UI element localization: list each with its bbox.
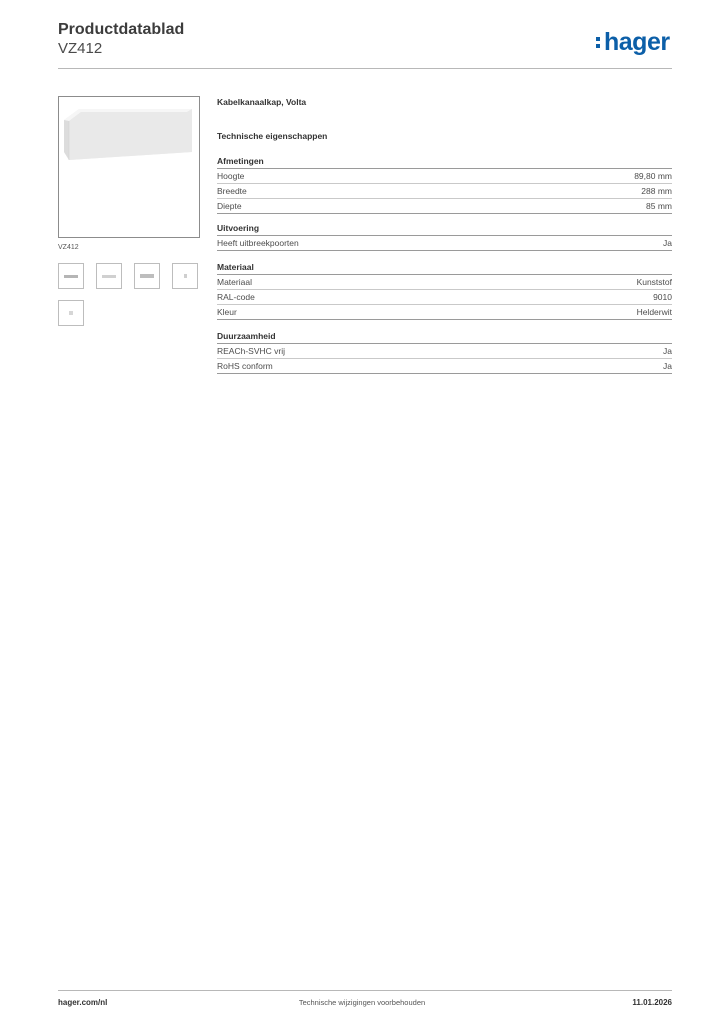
technical-heading: Technische eigenschappen (217, 131, 328, 141)
spec-value: 85 mm (646, 201, 672, 211)
spec-label: RoHS conform (217, 361, 273, 371)
spec-row (217, 290, 672, 305)
footer-date: 11.01.2026 (632, 998, 672, 1007)
spec-value: 288 mm (641, 186, 672, 196)
spec-value: Ja (663, 346, 672, 356)
thumbnail-4[interactable] (172, 263, 198, 289)
section-afmetingen (217, 155, 672, 214)
spec-value: Helderwit (636, 307, 672, 317)
product-code: VZ412 (58, 40, 103, 57)
spec-label: Breedte (217, 186, 247, 196)
spec-value: 89,80 mm (634, 171, 672, 181)
section-materiaal (217, 261, 672, 320)
thumbnail-2[interactable] (96, 263, 122, 289)
section-title: Uitvoering (217, 222, 672, 236)
thumbnail-1[interactable] (58, 263, 84, 289)
product-image[interactable] (58, 96, 200, 238)
spec-value: 9010 (653, 292, 672, 302)
footer-website-link[interactable]: hager.com/nl (58, 998, 108, 1007)
spec-label: Kleur (217, 307, 237, 317)
spec-value: Ja (663, 361, 672, 371)
section-title: Afmetingen (217, 155, 672, 169)
spec-label: Hoogte (217, 171, 245, 181)
thumbnail-5[interactable] (58, 300, 84, 326)
spec-row (217, 344, 672, 359)
footer-divider (58, 990, 672, 991)
spec-row (217, 305, 672, 320)
spec-row (217, 359, 672, 374)
product-name: Kabelkanaalkap, Volta (217, 97, 307, 107)
footer-disclaimer: Technische wijzigingen voorbehouden (298, 998, 426, 1007)
logo-mark-icon (596, 32, 601, 50)
spec-row (217, 236, 672, 251)
spec-label: REACh-SVHC vrij (217, 346, 286, 356)
spec-value: Kunststof (636, 277, 672, 287)
section-uitvoering (217, 222, 672, 251)
section-title: Materiaal (217, 261, 672, 275)
header-divider (58, 68, 672, 69)
cable-trunking-cap-icon (59, 97, 199, 237)
spec-row (217, 184, 672, 199)
section-title: Duurzaamheid (217, 330, 672, 344)
spec-row (217, 199, 672, 214)
spec-label: Diepte (217, 201, 242, 211)
spec-label: RAL-code (217, 292, 255, 302)
spec-label: Heeft uitbreekpoorten (217, 238, 299, 248)
page-title: Productdatablad (58, 21, 185, 38)
spec-value: Ja (663, 238, 672, 248)
spec-label: Materiaal (217, 277, 252, 287)
section-duurzaamheid (217, 330, 672, 374)
hager-logo (596, 28, 670, 57)
spec-row (217, 169, 672, 184)
thumbnail-3[interactable] (134, 263, 160, 289)
logo-text: hager (604, 28, 670, 56)
image-caption: VZ412 (58, 244, 79, 251)
spec-row (217, 275, 672, 290)
